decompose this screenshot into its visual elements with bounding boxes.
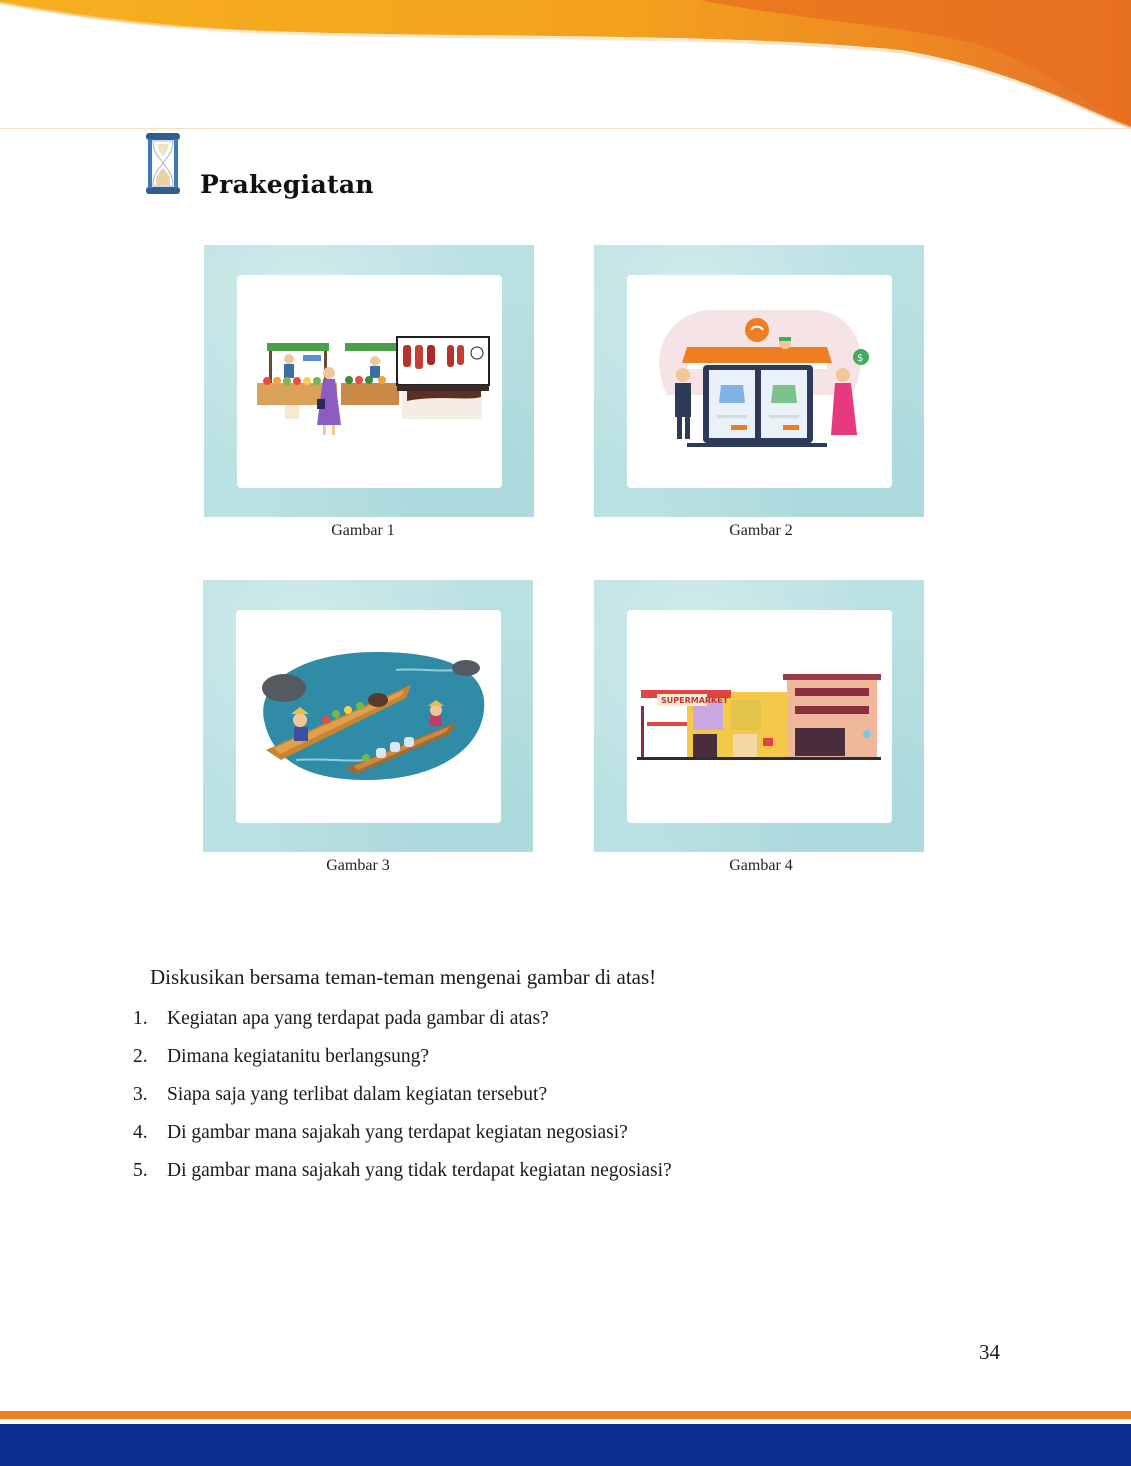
section-title: Prakegiatan [200,170,374,199]
figure-caption-4: Gambar 4 [729,857,793,874]
figure-card-4 [594,580,924,852]
discussion-intro: Diskusikan bersama teman-teman mengenai gambar di atas! [150,965,657,989]
supermarket-illustration [627,610,892,823]
question-text: Kegiatan apa yang terdapat pada gambar di atas? [167,1008,549,1029]
figure-frame [236,610,501,823]
figure-caption-3: Gambar 3 [326,857,390,874]
figure-card-2 [594,245,924,517]
figure-card-1 [204,245,534,517]
question-number: 4. [133,1122,148,1143]
svg-text:$: $ [857,353,864,364]
question-number: 1. [133,1008,148,1029]
floating-market-illustration [236,610,501,823]
figure-card-3 [203,580,533,852]
header-divider [0,128,1131,129]
traditional-market-illustration [237,275,502,488]
svg-text:SUPERMARKET: SUPERMARKET [661,696,729,705]
page-number: 34 [979,1340,1000,1364]
figure-caption-1: Gambar 1 [331,522,395,539]
figure-frame [627,610,892,823]
footer-orange-stripe [0,1411,1131,1419]
footer-blue-band [0,1424,1131,1466]
online-shop-illustration [627,275,892,488]
question-number: 2. [133,1046,148,1067]
figure-frame [627,275,892,488]
hourglass-icon [145,132,181,196]
question-text: Dimana kegiatanitu berlangsung? [167,1046,430,1067]
question-text: Di gambar mana sajakah yang terdapat kegiatan negosiasi? [167,1122,628,1143]
question-number: 5. [133,1160,148,1181]
question-text: Siapa saja yang terlibat dalam kegiatan tersebut? [167,1084,548,1105]
header-wave-decoration [0,0,1131,135]
figure-frame [237,275,502,488]
question-number: 3. [133,1084,148,1105]
figure-caption-2: Gambar 2 [729,522,793,539]
question-text: Di gambar mana sajakah yang tidak terdapat kegiatan negosiasi? [167,1160,672,1181]
